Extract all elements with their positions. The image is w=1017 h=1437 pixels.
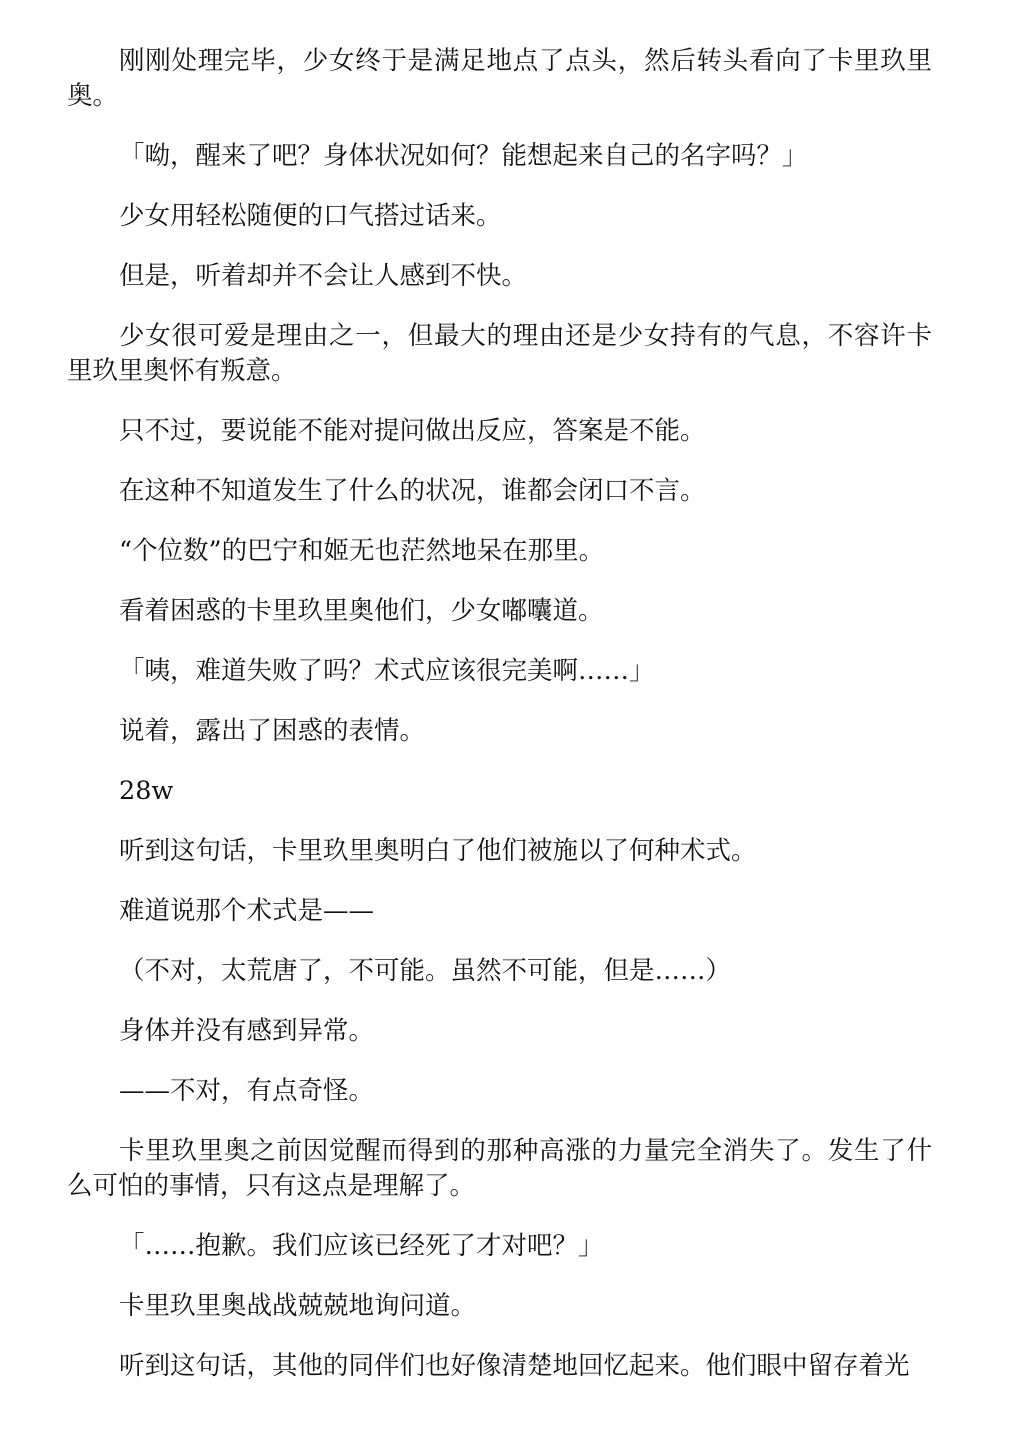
paragraph-14: 难道说那个术式是—— [119,896,375,926]
paragraph-11: 说着，露出了困惑的表情。 [119,716,426,746]
paragraph-21: 听到这句话，其他的同伴们也好像清楚地回忆起来。他们眼中留存着光 [119,1351,910,1381]
paragraph-17: ——不对，有点奇怪。 [119,1076,375,1106]
paragraph-6: 只不过，要说能不能对提问做出反应，答案是不能。 [119,416,706,446]
paragraph-20: 卡里玖里奥战战兢兢地询问道。 [119,1291,477,1321]
paragraph-16: 身体并没有感到异常。 [119,1016,375,1046]
document-page [67,44,932,1409]
paragraph-13: 听到这句话，卡里玖里奥明白了他们被施以了何种术式。 [119,836,757,866]
paragraph-9: 看着困惑的卡里玖里奥他们，少女嘟囔道。 [119,596,604,626]
paragraph-19: 「……抱歉。我们应该已经死了才对吧？」 [119,1231,604,1261]
paragraph-7: 在这种不知道发生了什么的状况，谁都会闭口不言。 [119,476,706,506]
paragraph-1: 刚刚处理完毕，少女终于是满足地点了点头，然后转头看向了卡里玖里奥。 [67,46,932,111]
paragraph-2: 「呦，醒来了吧？身体状况如何？能想起来自己的名字吗？」 [119,141,808,171]
paragraph-10: 「咦，难道失败了吗？术式应该很完美啊……」 [119,656,655,686]
paragraph-15: （不对，太荒唐了，不可能。虽然不可能，但是……） [119,956,732,986]
paragraph-3: 少女用轻松随便的口气搭过话来。 [119,201,502,231]
paragraph-4: 但是，听着却并不会让人感到不快。 [119,261,528,291]
paragraph-18: 卡里玖里奥之前因觉醒而得到的那种高涨的力量完全消失了。发生了什么可怕的事情，只有这点是理解了。 [67,1136,932,1201]
paragraph-8: “个位数”的巴宁和姬无也茫然地呆在那里。 [119,536,605,566]
paragraph-5: 少女很可爱是理由之一，但最大的理由还是少女持有的气息，不容许卡里玖里奥怀有叛意。 [67,321,932,386]
paragraph-12: 28w [119,776,174,806]
